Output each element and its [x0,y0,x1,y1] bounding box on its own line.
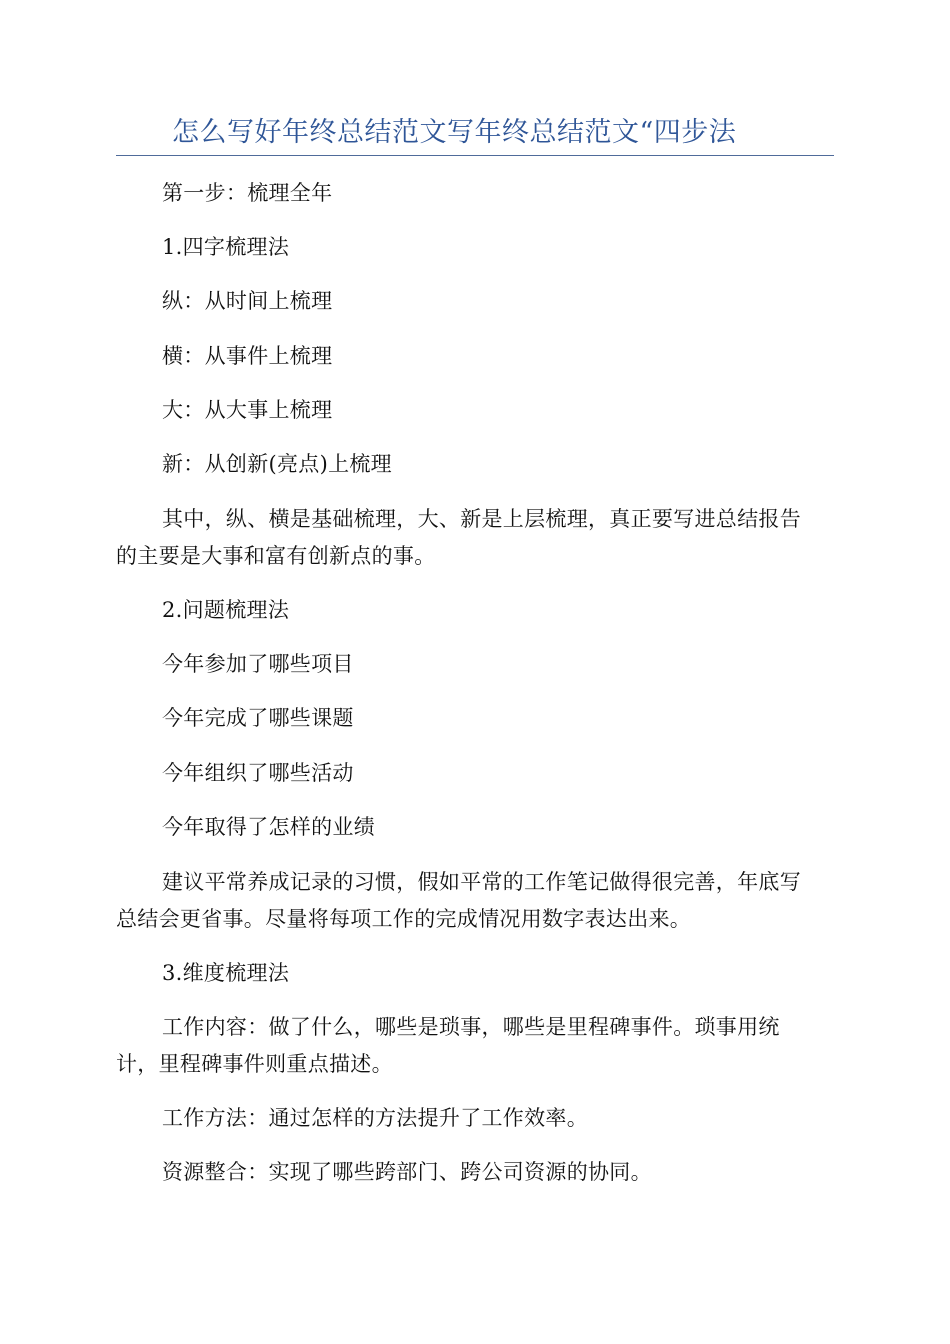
text-line: 工作方法：通过怎样的方法提升了工作效率。 [162,1106,588,1130]
text-line: 今年参加了哪些项目 [162,652,354,676]
text-line: 资源整合：实现了哪些跨部门、跨公司资源的协同。 [162,1160,652,1184]
text-line: 建议平常养成记录的习惯，假如平常的工作笔记做得很完善，年底写 [162,870,801,894]
text-line: 工作内容：做了什么，哪些是琐事，哪些是里程碑事件。琐事用统 [162,1015,780,1039]
paragraph [116,283,880,320]
text-line: 计，里程碑事件则重点描述。 [116,1052,393,1076]
text-line: 今年组织了哪些活动 [162,761,354,785]
paragraph-multiline [116,864,834,938]
paragraph [116,700,880,737]
heading-question-method [116,592,880,629]
heading-dimension-method [116,955,880,992]
paragraph [116,809,880,846]
paragraph [116,1154,880,1191]
text-line: 2.问题梳理法 [162,598,290,622]
text-line: 大：从大事上梳理 [162,398,333,422]
paragraph [116,446,880,483]
paragraph-multiline [116,501,834,575]
heading-four-char-method [116,229,880,266]
text-line: 第一步：梳理全年 [162,181,333,205]
paragraph [116,392,880,429]
text-line: 纵：从时间上梳理 [162,289,333,313]
text-line: 其中，纵、横是基础梳理，大、新是上层梳理，真正要写进总结报告 [162,507,801,531]
paragraph [116,1100,880,1137]
paragraph [116,338,880,375]
text-line: 的主要是大事和富有创新点的事。 [116,544,436,568]
document-title: 怎么写好年终总结范文写年终总结范文“四步法 [172,117,737,148]
text-line: 今年取得了怎样的业绩 [162,815,375,839]
text-line: 3.维度梳理法 [162,961,290,985]
text-line: 1.四字梳理法 [162,235,290,259]
text-line: 新：从创新(亮点)上梳理 [162,452,392,476]
text-line: 总结会更省事。尽量将每项工作的完成情况用数字表达出来。 [116,907,692,931]
text-line: 今年完成了哪些课题 [162,706,354,730]
paragraph-multiline [116,1009,834,1083]
title-underline [116,112,834,156]
paragraph [116,646,880,683]
text-line: 横：从事件上梳理 [162,344,333,368]
heading-step-one [116,175,880,212]
paragraph [116,755,880,792]
